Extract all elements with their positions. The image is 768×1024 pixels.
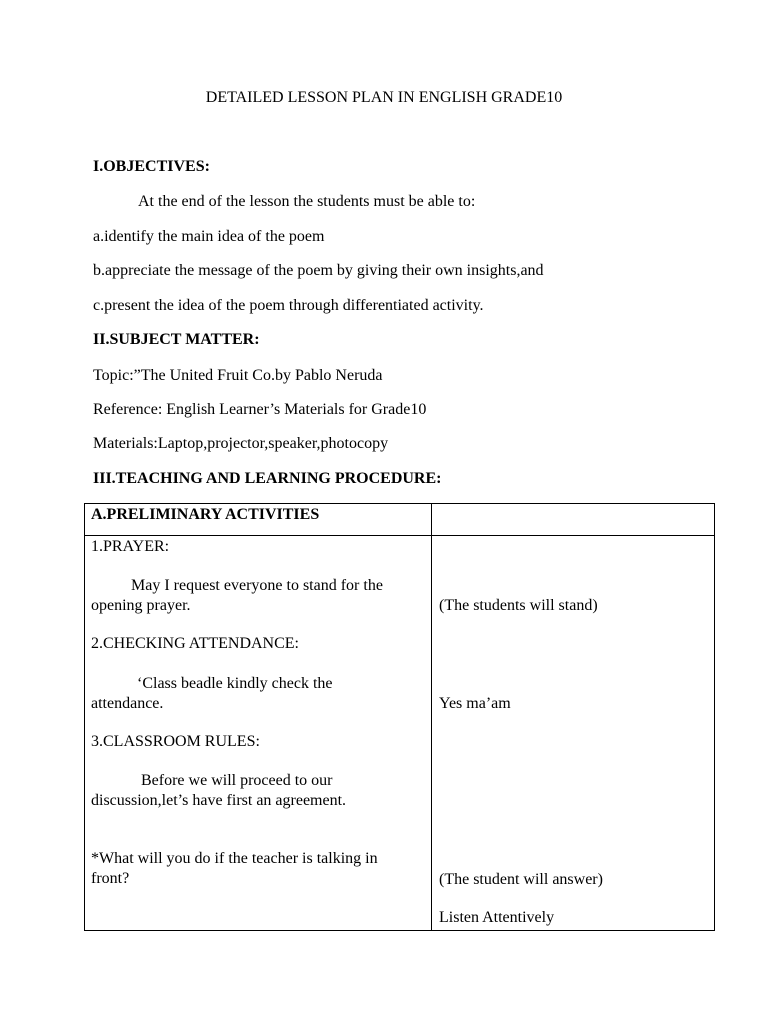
document-title: DETAILED LESSON PLAN IN ENGLISH GRADE10 [205,89,563,106]
table-column-divider [431,504,432,930]
table-header-divider [85,535,714,536]
objective-item-c: c.present the idea of the poem through differentiated activity. [93,297,484,314]
attendance-title: 2.CHECKING ATTENDANCE: [91,635,299,652]
subject-matter-reference: Reference: English Learner’s Materials for Grade10 [93,401,427,418]
objectives-heading: I.OBJECTIVES: [93,158,210,175]
table-header-preliminary-activities: A.PRELIMINARY ACTIVITIES [91,506,320,523]
rules-question-line-1: *What will you do if the teacher is talking in [91,850,378,867]
rules-student-response: (The student will answer) [439,871,603,888]
attendance-student-response: Yes ma’am [439,695,511,712]
attendance-text-line-1: ‘Class beadle kindly check the [137,675,333,692]
objective-item-b: b.appreciate the message of the poem by giving their own insights,and [93,262,544,279]
prayer-text-line-2: opening prayer. [91,597,191,614]
classroom-rules-title: 3.CLASSROOM RULES: [91,733,260,750]
prayer-text-line-1: May I request everyone to stand for the [131,577,383,594]
objectives-intro: At the end of the lesson the students must be able to: [138,193,476,210]
rules-question-line-2: front? [91,870,130,887]
subject-matter-materials: Materials:Laptop,projector,speaker,photocopy [93,435,389,452]
rules-student-answer: Listen Attentively [439,909,555,926]
prayer-student-response: (The students will stand) [439,597,598,614]
subject-matter-topic: Topic:”The United Fruit Co.by Pablo Neruda [93,367,383,384]
procedure-heading: III.TEACHING AND LEARNING PROCEDURE: [93,470,442,487]
objective-item-a: a.identify the main idea of the poem [93,228,325,245]
classroom-rules-text-line-2: discussion,let’s have first an agreement. [91,792,347,809]
procedure-table [84,503,715,931]
subject-matter-heading: II.SUBJECT MATTER: [93,331,260,348]
prayer-title: 1.PRAYER: [91,538,170,555]
classroom-rules-text-line-1: Before we will proceed to our [141,772,333,789]
attendance-text-line-2: attendance. [91,695,164,712]
